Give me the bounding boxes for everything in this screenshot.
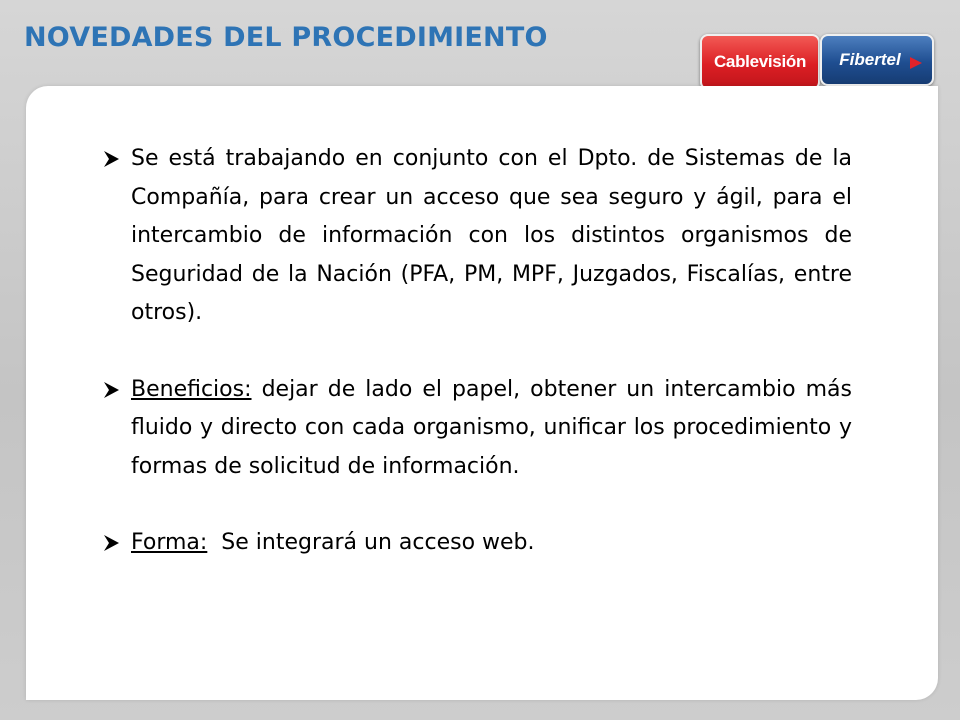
arrowhead-bullet-icon — [104, 382, 119, 398]
fibertel-swoosh-icon — [910, 57, 922, 69]
arrowhead-bullet-icon — [104, 535, 119, 551]
bullet-item-beneficios — [104, 371, 852, 487]
slide-title: NOVEDADES DEL PROCEDIMIENTO — [24, 22, 548, 53]
cablevision-logo-text: Cablevisión — [713, 52, 807, 71]
bullet-text: Se integrará un acceso web. — [207, 530, 535, 555]
bullet-item-trabajo — [104, 140, 852, 333]
cablevision-logo — [700, 34, 820, 90]
bullet-label: Beneficios: — [131, 376, 252, 402]
bullet-label: Forma: — [131, 530, 208, 555]
bullet-list — [104, 140, 852, 563]
arrowhead-bullet-icon — [104, 151, 119, 167]
bullet-text: Se está trabajando en conjunto con el Dpto. de Sistemas de la Compañía, para crear un acceso que sea seguro y ágil, para el intercambio de información con los distintos organismos de Seguridad de la Nación (PFA, PM, MPF, Juzgados, Fiscalías, entre otros). — [131, 146, 852, 325]
bullet-item-forma — [104, 524, 852, 563]
fibertel-logo-text: Fibertel — [839, 50, 901, 69]
brand-logos — [700, 34, 938, 88]
fibertel-logo — [820, 34, 934, 86]
bullet-text: dejar de lado el papel, obtener un intercambio más fluido y directo con cada organismo, unificar los procedimiento y formas de solicitud de información. — [131, 376, 852, 479]
